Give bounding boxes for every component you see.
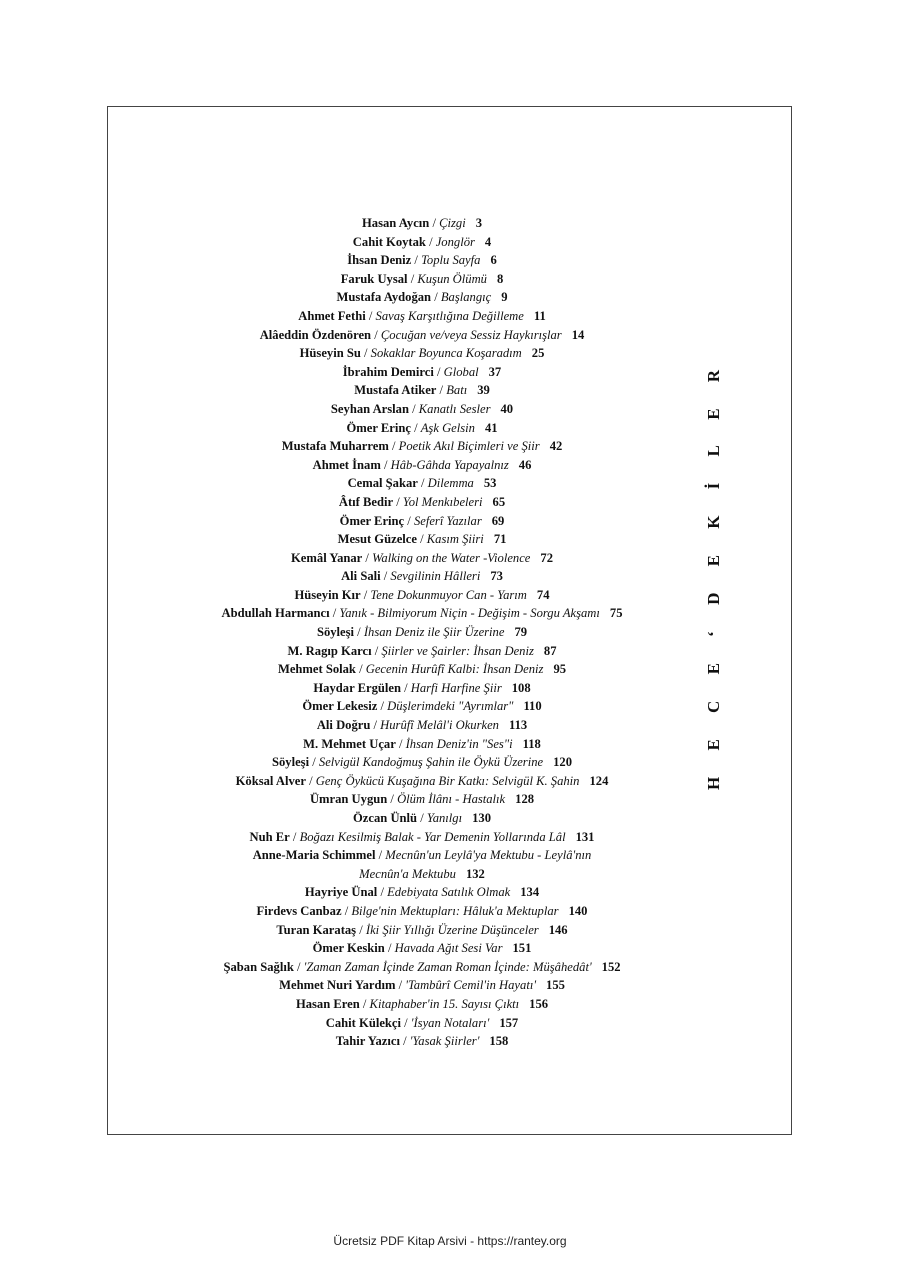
toc-entry xyxy=(107,233,737,252)
toc-title: 'Yasak Şiirler' xyxy=(409,1034,480,1049)
toc-separator: / xyxy=(407,271,418,286)
toc-entry xyxy=(107,251,737,270)
toc-entry xyxy=(107,549,737,568)
toc-author: Kemâl Yanar xyxy=(291,550,363,565)
toc-separator: / xyxy=(380,569,391,584)
toc-page-number: 155 xyxy=(546,978,565,993)
toc-title: 'Tambûrî Cemil'in Hayatı' xyxy=(405,978,537,993)
toc-separator: / xyxy=(429,216,440,230)
toc-page-number: 75 xyxy=(609,606,623,621)
toc-separator: / xyxy=(399,1034,410,1049)
toc-page-number: 157 xyxy=(499,1015,519,1030)
toc-page-number: 108 xyxy=(511,680,531,695)
toc-separator: / xyxy=(371,327,381,342)
toc-page-number: 46 xyxy=(518,457,532,472)
toc-author: Cahit Koytak xyxy=(352,234,426,249)
toc-separator: / xyxy=(365,308,376,323)
toc-title: Ölüm İlânı - Hastalık xyxy=(397,792,506,807)
toc-separator: / xyxy=(408,401,419,416)
toc-author: Mehmet Solak xyxy=(277,662,356,677)
toc-title: Jonglör xyxy=(435,234,475,249)
toc-entry xyxy=(107,307,737,326)
toc-title: İhsan Deniz'in "Ses"i xyxy=(405,736,513,751)
toc-author: Mustafa Atiker xyxy=(354,383,437,398)
toc-author: Ahmet Fethi xyxy=(298,308,366,323)
toc-entry xyxy=(107,921,737,940)
toc-entry xyxy=(107,828,737,847)
toc-page-number: 151 xyxy=(512,941,532,956)
toc-author: Ahmet İnam xyxy=(312,457,381,472)
toc-title: Kanatlı Sesler xyxy=(418,401,491,416)
toc-author: Turan Karataş xyxy=(276,922,357,937)
toc-author: Nuh Er xyxy=(249,829,290,844)
toc-separator: / xyxy=(425,234,436,249)
toc-entry xyxy=(107,939,737,958)
toc-separator: / xyxy=(410,420,421,435)
toc-separator: / xyxy=(375,848,386,863)
toc-title: Havada Ağıt Sesi Var xyxy=(394,941,503,956)
toc-separator: / xyxy=(293,959,304,974)
toc-author: Cemal Şakar xyxy=(347,476,418,491)
toc-page-number: 37 xyxy=(488,364,502,379)
section-heading xyxy=(702,358,726,790)
toc-entry xyxy=(107,995,737,1014)
toc-page-number: 113 xyxy=(508,718,528,733)
toc-page-number: 128 xyxy=(515,792,535,807)
toc-title: Kitaphaber'in 15. Sayısı Çıktı xyxy=(369,996,520,1011)
toc-entry xyxy=(107,493,737,512)
toc-entry xyxy=(107,809,737,828)
toc-separator: / xyxy=(416,532,427,547)
toc-author: Ali Sali xyxy=(341,569,381,584)
toc-title: Boğazı Kesilmiş Balak - Yar Demenin Yollarında Lâl xyxy=(299,829,566,844)
toc-title: Edebiyata Satılık Olmak xyxy=(387,885,511,900)
toc-author: Ömer Erinç xyxy=(339,513,405,528)
toc-separator: / xyxy=(341,903,352,918)
toc-page-number: 110 xyxy=(523,699,542,714)
toc-author: Mustafa Muharrem xyxy=(281,439,389,454)
toc-author: Hasan Aycın xyxy=(361,216,430,230)
toc-author: Ümran Uygun xyxy=(309,792,388,807)
toc-title: Harfi Harfine Şiir xyxy=(410,680,502,695)
toc-page-number: 130 xyxy=(472,811,491,825)
toc-page-number: 152 xyxy=(601,959,621,974)
toc-entry xyxy=(107,679,737,698)
toc-separator: / xyxy=(309,755,319,770)
toc-separator: / xyxy=(380,457,391,472)
toc-entry xyxy=(107,753,737,772)
toc-page-number: 131 xyxy=(575,829,595,844)
toc-separator: / xyxy=(401,1015,411,1030)
toc-separator: / xyxy=(362,550,373,565)
toc-entry xyxy=(107,456,737,475)
toc-author: Köksal Alver xyxy=(235,773,306,788)
toc-author: Haydar Ergülen xyxy=(313,680,401,695)
toc-title: Yanık - Bilmiyorum Niçin - Değişim - Sorgu Akşamı xyxy=(339,606,600,621)
toc-author: Söyleşi xyxy=(272,755,310,770)
toc-entry xyxy=(107,883,737,902)
toc-author: Alâeddin Özdenören xyxy=(259,327,372,342)
toc-page-number: 40 xyxy=(500,401,514,416)
toc-entry xyxy=(107,363,737,382)
toc-page-number: 158 xyxy=(489,1034,509,1049)
toc-page-number: 118 xyxy=(522,736,541,751)
toc-author: Hüseyin Su xyxy=(299,346,361,361)
toc-author: Tahir Yazıcı xyxy=(335,1034,400,1049)
toc-separator: / xyxy=(329,606,340,621)
toc-author: Firdevs Canbaz xyxy=(256,903,342,918)
toc-author: Mustafa Aydoğan xyxy=(336,290,432,305)
toc-title: Seferî Yazılar xyxy=(413,513,482,528)
toc-entry xyxy=(107,958,737,977)
toc-separator: / xyxy=(384,941,395,956)
toc-title: Kuşun Ölümü xyxy=(417,271,487,286)
toc-page-number: 140 xyxy=(568,903,588,918)
toc-separator: / xyxy=(400,680,411,695)
toc-page-number: 95 xyxy=(553,662,567,677)
toc-title: Selvigül Kandoğmuş Şahin ile Öykü Üzerine xyxy=(318,755,544,770)
toc-author: Mehmet Nuri Yardım xyxy=(279,978,396,993)
toc-author: Şaban Sağlık xyxy=(223,959,294,974)
toc-entry xyxy=(107,772,737,791)
toc-separator: / xyxy=(370,718,381,733)
toc-author: Abdullah Harmancı xyxy=(221,606,330,621)
toc-entry xyxy=(107,530,737,549)
toc-author: Seyhan Arslan xyxy=(330,401,409,416)
toc-page-number: 71 xyxy=(493,532,507,547)
toc-author: Söyleşi xyxy=(316,625,355,640)
toc-page-number: 132 xyxy=(465,866,485,881)
toc-entry xyxy=(107,400,737,419)
toc-entry xyxy=(107,567,737,586)
toc-separator: / xyxy=(436,383,447,398)
toc-author: Ömer Erinç xyxy=(346,420,411,435)
toc-author: Hasan Eren xyxy=(295,996,360,1011)
toc-separator: / xyxy=(417,811,427,825)
toc-title: Tene Dokunmuyor Can - Yarım xyxy=(370,587,527,602)
toc-page-number: 42 xyxy=(549,439,563,454)
toc-page-number: 41 xyxy=(484,420,498,435)
toc-title: 'Zaman Zaman İçinde Zaman Roman İçinde: Müşâhedât' xyxy=(303,959,592,974)
toc-title: İhsan Deniz ile Şiir Üzerine xyxy=(363,625,505,640)
toc-page-number: 6 xyxy=(490,253,497,268)
toc-entry xyxy=(107,604,737,623)
toc-entry xyxy=(107,437,737,456)
toc-page-number: 72 xyxy=(540,550,553,565)
section-heading-text: H E C E ‘ D E K İ L E R xyxy=(704,358,723,790)
toc-entry xyxy=(107,697,737,716)
toc-author: Anne-Maria Schimmel xyxy=(252,848,376,863)
toc-separator: / xyxy=(395,978,406,993)
toc-entry xyxy=(107,288,737,307)
toc-separator: / xyxy=(404,513,414,528)
toc-page-number: 120 xyxy=(553,755,572,770)
toc-title: Çizgi xyxy=(439,216,466,230)
toc-entry xyxy=(107,716,737,735)
toc-page-number: 9 xyxy=(501,290,508,305)
footer-text: Ücretsiz PDF Kitap Arsivi - https://rantey.org xyxy=(333,1234,567,1248)
toc-page-number: 8 xyxy=(496,271,504,286)
toc-separator: / xyxy=(388,439,399,454)
toc-entry xyxy=(107,846,737,883)
toc-page-number: 79 xyxy=(514,625,528,640)
toc-title: Batı xyxy=(446,383,468,398)
toc-separator: / xyxy=(360,346,371,361)
toc-page-number: 74 xyxy=(536,587,550,602)
table-of-contents xyxy=(107,214,737,1051)
toc-title: Genç Öykücü Kuşağına Bir Katkı: Selvigül K. Şahin xyxy=(315,773,580,788)
toc-separator: / xyxy=(433,364,444,379)
toc-entry xyxy=(107,1014,737,1033)
toc-separator: / xyxy=(354,625,364,640)
toc-title: Savaş Karşıtlığına Değilleme xyxy=(375,308,524,323)
toc-author: M. Ragıp Karcı xyxy=(287,643,372,658)
toc-separator: / xyxy=(359,996,370,1011)
toc-page-number: 69 xyxy=(491,513,505,528)
toc-entry xyxy=(107,344,737,363)
toc-author: Ömer Lekesiz xyxy=(302,699,378,714)
toc-entry xyxy=(107,660,737,679)
toc-entry xyxy=(107,326,737,345)
toc-entry xyxy=(107,270,737,289)
toc-title: Global xyxy=(443,364,479,379)
toc-author: Âtıf Bedir xyxy=(338,494,394,509)
toc-title: 'İsyan Notaları' xyxy=(410,1015,490,1030)
toc-page-number: 124 xyxy=(589,773,609,788)
toc-entry xyxy=(107,902,737,921)
toc-separator: / xyxy=(411,253,422,268)
toc-title: Mecnûn'un Leylâ'ya Mektubu - Leylâ'nın Mecnûn'a Mektubu xyxy=(359,848,592,881)
toc-title: Gecenin Hurûfî Kalbi: İhsan Deniz xyxy=(365,662,544,677)
toc-page-number: 156 xyxy=(529,996,549,1011)
toc-entry xyxy=(107,214,737,233)
toc-author: Faruk Uysal xyxy=(340,271,408,286)
toc-title: Kasım Şiiri xyxy=(426,532,484,547)
toc-title: Sokaklar Boyunca Koşaradım xyxy=(370,346,522,361)
toc-separator: / xyxy=(431,290,441,305)
toc-separator: / xyxy=(387,792,398,807)
toc-separator: / xyxy=(371,643,382,658)
toc-entry xyxy=(107,419,737,438)
toc-page-number: 87 xyxy=(543,643,557,658)
toc-page-number: 146 xyxy=(548,922,568,937)
toc-page-number: 11 xyxy=(533,308,546,323)
toc-title: Hâb-Gâhda Yapayalnız xyxy=(390,457,509,472)
toc-title: Düşlerimdeki "Ayrımlar" xyxy=(387,699,514,714)
toc-entry xyxy=(107,976,737,995)
toc-page-number: 4 xyxy=(484,234,492,249)
toc-author: M. Mehmet Uçar xyxy=(303,736,396,751)
toc-entry xyxy=(107,642,737,661)
toc-title: Yol Menkıbeleri xyxy=(402,494,483,509)
toc-title: Şiirler ve Şairler: İhsan Deniz xyxy=(381,643,534,658)
toc-title: Başlangıç xyxy=(440,290,492,305)
toc-page-number: 53 xyxy=(483,476,497,491)
toc-title: Toplu Sayfa xyxy=(421,253,481,268)
toc-title: Hurûfî Melâl'i Okurken xyxy=(380,718,499,733)
toc-author: İbrahim Demirci xyxy=(342,364,434,379)
toc-entry xyxy=(107,1032,737,1051)
toc-entry xyxy=(107,512,737,531)
toc-separator: / xyxy=(377,699,388,714)
toc-title: Dilemma xyxy=(427,476,474,491)
toc-title: Walking on the Water -Violence xyxy=(372,550,531,565)
toc-separator: / xyxy=(360,587,371,602)
toc-separator: / xyxy=(355,662,366,677)
toc-title: Yanılgı xyxy=(426,811,463,825)
toc-page-number: 73 xyxy=(490,569,503,584)
toc-separator: / xyxy=(417,476,428,491)
toc-separator: / xyxy=(289,829,300,844)
toc-title: Çocuğan ve/veya Sessiz Haykırışlar xyxy=(380,327,562,342)
toc-separator: / xyxy=(393,494,403,509)
toc-entry xyxy=(107,790,737,809)
toc-page-number: 25 xyxy=(531,346,545,361)
toc-entry xyxy=(107,586,737,605)
toc-author: Ali Doğru xyxy=(316,718,371,733)
toc-title: Aşk Gelsin xyxy=(420,420,475,435)
toc-title: Bilge'nin Mektupları: Hâluk'a Mektuplar xyxy=(351,903,559,918)
toc-separator: / xyxy=(356,922,366,937)
toc-author: Hüseyin Kır xyxy=(294,587,361,602)
toc-entry xyxy=(107,623,737,642)
toc-separator: / xyxy=(377,885,388,900)
toc-entry xyxy=(107,735,737,754)
toc-entry xyxy=(107,474,737,493)
toc-page-number: 39 xyxy=(477,383,490,398)
toc-page-number: 14 xyxy=(571,327,585,342)
toc-author: Cahit Külekçi xyxy=(325,1015,401,1030)
toc-author: Ömer Keskin xyxy=(312,941,385,956)
toc-author: İhsan Deniz xyxy=(347,253,412,268)
toc-title: Sevgilinin Hâlleri xyxy=(390,569,481,584)
toc-author: Özcan Ünlü xyxy=(353,811,418,825)
toc-author: Hayriye Ünal xyxy=(304,885,378,900)
toc-page-number: 134 xyxy=(520,885,540,900)
toc-title: İki Şiir Yıllığı Üzerine Düşünceler xyxy=(365,922,539,937)
toc-title: Poetik Akıl Biçimleri ve Şiir xyxy=(398,439,540,454)
toc-separator: / xyxy=(395,736,406,751)
toc-page-number: 65 xyxy=(492,494,506,509)
toc-entry xyxy=(107,381,737,400)
toc-separator: / xyxy=(305,773,316,788)
toc-author: Mesut Güzelce xyxy=(337,532,417,547)
toc-page-number: 3 xyxy=(475,216,482,230)
